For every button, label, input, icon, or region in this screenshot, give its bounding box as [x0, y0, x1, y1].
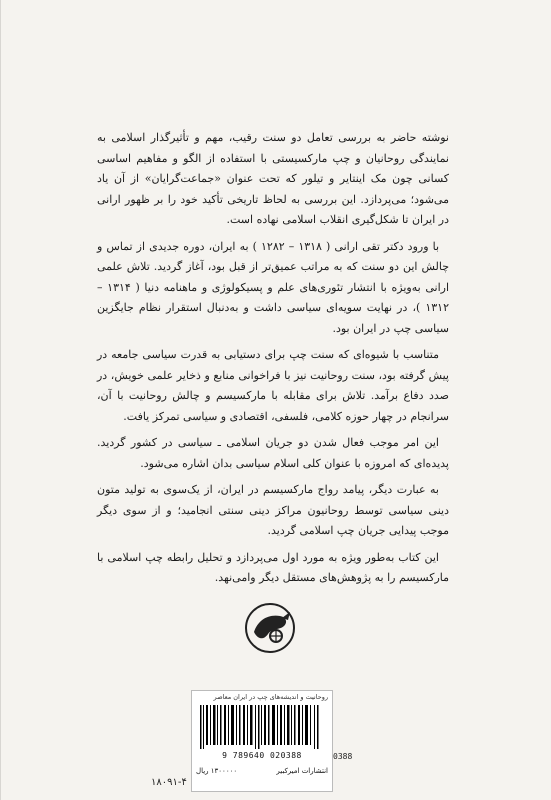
- publisher-emblem-icon: [242, 600, 298, 656]
- barcode-sticker: [191, 690, 333, 792]
- blurb-paragraph-4: این امر موجب فعال شدن دو جریان اسلامی ـ سیاسی در کشور گردید. پدیده‌ای که امروزه با عنوان کلی اسلام سیاسی بدان اشاره می‌شود.: [97, 436, 449, 470]
- barcode-addon-number: 0388: [333, 752, 353, 761]
- blurb-paragraph-6: این کتاب به‌طور ویژه به مورد اول می‌پردازد و تحلیل رابطه چپ اسلامی با مارکسیسم را به پژوهش‌های مستقل دیگر وامی‌نهد.: [97, 550, 449, 584]
- price-row: [196, 767, 328, 775]
- blurb-paragraph-1: نوشته حاضر به بررسی تعامل دو سنت رقیب، مهم و تأثیرگذار اسلامی به نمایندگی روحانیان و چپ مارکسیستی با استفاده از الگو و مفاهیم اساسی کسانی چون مک اینتایر و تیلور که تحت عنوان «جماعت‌گرایان» از آن یاد می‌شود؛ می‌پردازد. این بررسی به لحاظ تاریخی تأکید خود را بر ظهور ارانی در ایران تا شکل‌گیری انقلاب اسلامی نهاده است.: [97, 131, 449, 226]
- back-cover-blurb: [97, 128, 449, 595]
- barcode-title-label: روحانیت و اندیشه‌های چپ در ایران معاصر: [213, 693, 328, 701]
- blurb-paragraph-3: متناسب با شیوه‌ای که سنت چپ برای دستیابی به قدرت سیاسی جامعه در پیش گرفته بود، سنت روحانیت نیز با فراخوانی منابع و ذخایر علمی خویش، در صدد دفاع برآمد. تلاش برای مقابله با مارکسیسم و چالش روحانیت با آن، سرانجام در چهار حوزه کلامی، فلسفی، اقتصادی و سیاسی تمرکز یافت.: [97, 348, 449, 423]
- isbn-suffix: ۱۸۰۹۱-۴: [151, 777, 187, 788]
- barcode-icon: [198, 705, 322, 749]
- blurb-paragraph-5: به عبارت دیگر، پیامد رواج مارکسیسم در ایران، از یک‌سوی به تولید متون دینی سیاسی توسط روحانیون مراکز دینی سنتی انجامید؛ و از سوی دیگر موجب پیدایی جریان چپ اسلامی گردید.: [97, 483, 449, 537]
- barcode-number: 9 789640 020388: [222, 751, 302, 760]
- blurb-paragraph-2: با ورود دکتر تقی ارانی ( ۱۳۱۸ – ۱۲۸۲ ) به ایران، دوره جدیدی از تماس و چالش این دو سنت که به مراتب عمیق‌تر از قبل بود، آغاز گردید. تلاش علمی ارانی به‌ویژه با انتشار تئوری‌های علم و پسیکولوژی و ماهنامه دنیا ( ۱۳۱۴ – ۱۳۱۲ )، در نهایت سویه‌ای سیاسی داشت و به‌دنبال استقرار نظام جایگزین سیاسی چپ در ایران بود.: [97, 239, 449, 335]
- price-label: ۱۳۰۰۰۰۰ ریال: [196, 767, 238, 775]
- publisher-name: انتشارات امیرکبیر: [276, 767, 328, 775]
